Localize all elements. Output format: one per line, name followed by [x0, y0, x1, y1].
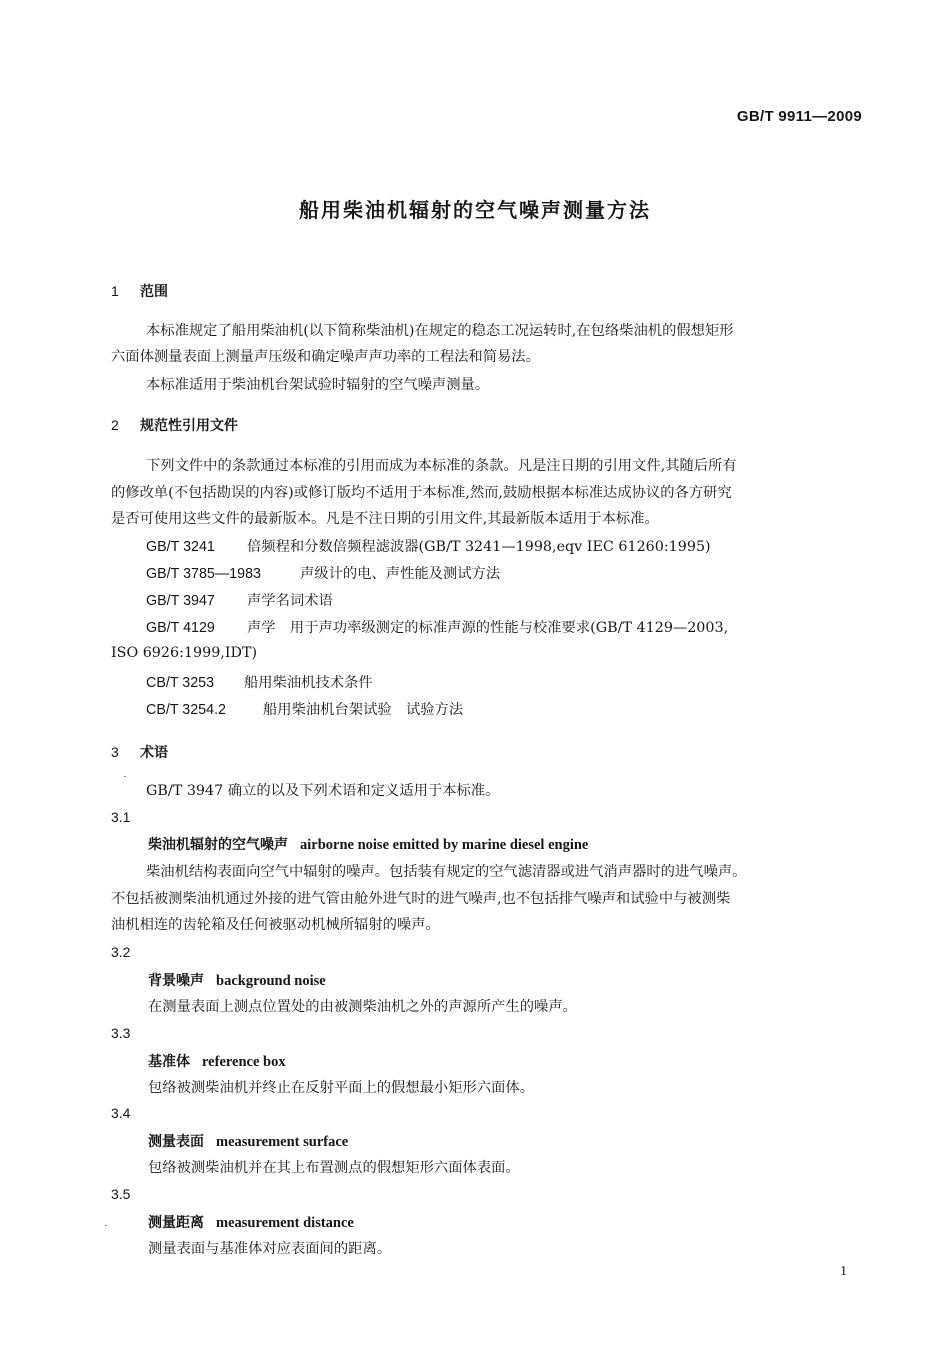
term-definition: 在测量表面上测点位置处的由被测柴油机之外的声源所产生的噪声。: [148, 999, 577, 1015]
section-2-heading: [111, 415, 238, 435]
section-number: 2: [111, 417, 119, 433]
section-number: 1: [111, 283, 119, 299]
scan-mark: [124, 776, 126, 777]
reference-item: [146, 590, 333, 610]
reference-code: GB/T 3785—1983: [146, 566, 261, 582]
reference-title: 声学名词术语: [247, 593, 333, 609]
reference-title: 声学 用于声功率级测定的标准声源的性能与校准要求(GB/T 4129—2003,: [247, 620, 729, 636]
term-english: measurement surface: [216, 1134, 349, 1150]
term-english: background noise: [216, 973, 326, 989]
term-definition: 包络被测柴油机并终止在反射平面上的假想最小矩形六面体。: [148, 1080, 535, 1096]
term-heading: [148, 1212, 354, 1232]
paragraph-line: 下列文件中的条款通过本标准的引用而成为本标准的条款。凡是注日期的引用文件,其随后所有: [146, 458, 737, 474]
term-number: 3.3: [111, 1025, 131, 1041]
term-heading: [148, 970, 326, 990]
term-english: reference box: [202, 1054, 286, 1070]
term-english: measurement distance: [216, 1215, 354, 1231]
standard-code: GB/T 9911—2009: [736, 108, 862, 125]
term-chinese: 测量距离: [148, 1215, 204, 1231]
reference-item: [146, 536, 711, 556]
term-chinese: 背景噪声: [148, 973, 204, 989]
term-number: 3.2: [111, 944, 131, 960]
term-heading: [148, 1051, 286, 1071]
section-title: 规范性引用文件: [140, 418, 238, 434]
reference-title: 船用柴油机台架试验 试验方法: [263, 702, 464, 718]
section-title: 术语: [140, 745, 168, 761]
term-heading: [148, 834, 588, 854]
paragraph-line: 本标准适用于柴油机台架试验时辐射的空气噪声测量。: [146, 377, 490, 393]
term-definition: 测量表面与基准体对应表面间的距离。: [148, 1241, 392, 1257]
page-number: 1: [840, 1264, 847, 1279]
section-number: 3: [111, 744, 119, 760]
reference-item: [146, 617, 728, 637]
reference-title: 声级计的电、声性能及测试方法: [300, 566, 501, 582]
term-definition: 包络被测柴油机并在其上布置测点的假想矩形六面体表面。: [148, 1160, 520, 1176]
scan-mark: [105, 1225, 107, 1226]
reference-item: [146, 563, 500, 583]
reference-continuation: ISO 6926:1999,IDT): [111, 645, 258, 661]
term-definition: 油机相连的齿轮箱及任何被驱动机械所辐射的噪声。: [111, 917, 440, 933]
term-definition: 不包括被测柴油机通过外接的进气管由舱外进气时的进气噪声,也不包括排气噪声和试验中与被测柴: [111, 891, 731, 907]
terms-intro: GB/T 3947 确立的以及下列术语和定义适用于本标准。: [146, 783, 500, 799]
reference-code: GB/T 3241: [146, 539, 215, 555]
reference-code: GB/T 3947: [146, 593, 215, 609]
paragraph-line: 是否可使用这些文件的最新版本。凡是不注日期的引用文件,其最新版本适用于本标准。: [111, 511, 659, 527]
term-chinese: 基准体: [148, 1054, 190, 1070]
paragraph-line: 的修改单(不包括勘误的内容)或修订版均不适用于本标准,然而,鼓励根据本标准达成协议的各方研究: [111, 485, 732, 501]
section-1-heading: [111, 281, 168, 301]
term-english: airborne noise emitted by marine diesel engine: [300, 837, 589, 853]
reference-code: GB/T 4129: [146, 620, 215, 636]
term-number: 3.1: [111, 809, 131, 825]
section-3-heading: [111, 742, 168, 762]
reference-code: CB/T 3253: [146, 675, 215, 691]
term-number: 3.5: [111, 1186, 131, 1202]
term-chinese: 柴油机辐射的空气噪声: [148, 837, 288, 853]
section-title: 范围: [140, 284, 168, 300]
term-heading: [148, 1131, 348, 1151]
reference-title: 倍频程和分数倍频程滤波器(GB/T 3241—1998,eqv IEC 61260:1995): [247, 539, 711, 555]
document-title: 船用柴油机辐射的空气噪声测量方法: [299, 198, 651, 222]
term-definition: 柴油机结构表面向空气中辐射的噪声。包括装有规定的空气滤清器或进气消声器时的进气噪声。: [146, 864, 747, 880]
paragraph-line: 本标准规定了船用柴油机(以下简称柴油机)在规定的稳态工况运转时,在包络柴油机的假想矩形: [146, 323, 734, 339]
reference-item: [146, 672, 373, 692]
term-chinese: 测量表面: [148, 1134, 204, 1150]
reference-code: CB/T 3254.2: [146, 702, 227, 718]
paragraph-line: 六面体测量表面上测量声压级和确定噪声声功率的工程法和简易法。: [111, 349, 540, 365]
term-number: 3.4: [111, 1105, 131, 1121]
reference-item: [146, 699, 463, 719]
reference-title: 船用柴油机技术条件: [244, 675, 373, 691]
